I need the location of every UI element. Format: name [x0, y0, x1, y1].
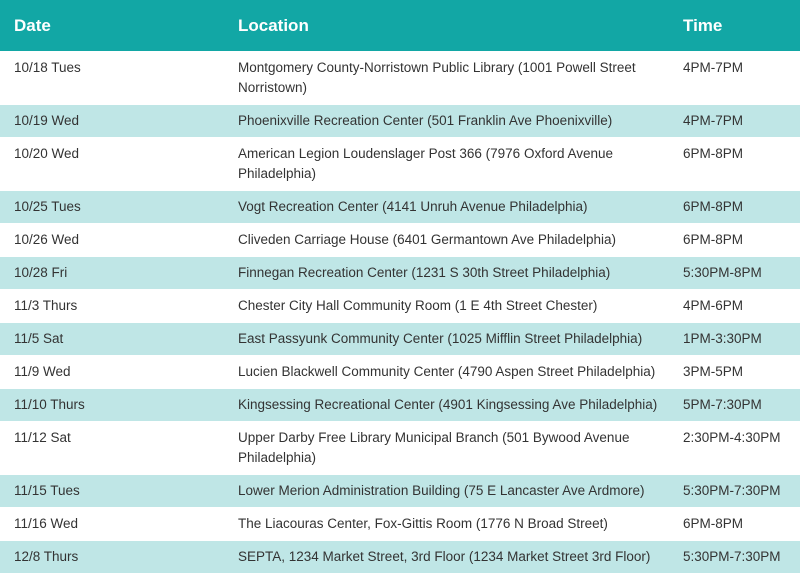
table-row: [0, 138, 800, 191]
cell-date: 10/25 Tues: [0, 191, 225, 224]
cell-location: Phoenixville Recreation Center (501 Franklin Ave Phoenixville): [225, 105, 670, 138]
cell-location: Lucien Blackwell Community Center (4790 Aspen Street Philadelphia): [225, 356, 670, 389]
table-header: [0, 0, 800, 52]
cell-time: 5:30PM-7:30PM: [670, 475, 800, 508]
cell-date: 10/26 Wed: [0, 224, 225, 257]
cell-location: Chester City Hall Community Room (1 E 4th Street Chester): [225, 290, 670, 323]
cell-date: 11/3 Thurs: [0, 290, 225, 323]
cell-time: 5:30PM-8PM: [670, 257, 800, 290]
column-header-date: Date: [0, 0, 225, 52]
cell-time: 2:30PM-4:30PM: [670, 422, 800, 475]
table-body: [0, 52, 800, 573]
table-row: [0, 508, 800, 541]
cell-location: East Passyunk Community Center (1025 Mifflin Street Philadelphia): [225, 323, 670, 356]
cell-time: 4PM-6PM: [670, 290, 800, 323]
table-row: [0, 475, 800, 508]
cell-time: 6PM-8PM: [670, 224, 800, 257]
cell-date: 11/9 Wed: [0, 356, 225, 389]
table-row: [0, 105, 800, 138]
cell-time: 4PM-7PM: [670, 52, 800, 105]
cell-date: 11/16 Wed: [0, 508, 225, 541]
cell-location: Montgomery County-Norristown Public Library (1001 Powell Street Norristown): [225, 52, 670, 105]
table-row: [0, 191, 800, 224]
cell-location: American Legion Loudenslager Post 366 (7976 Oxford Avenue Philadelphia): [225, 138, 670, 191]
table-row: [0, 389, 800, 422]
cell-location: The Liacouras Center, Fox-Gittis Room (1776 N Broad Street): [225, 508, 670, 541]
cell-time: 1PM-3:30PM: [670, 323, 800, 356]
cell-location: Lower Merion Administration Building (75 E Lancaster Ave Ardmore): [225, 475, 670, 508]
cell-time: 6PM-8PM: [670, 138, 800, 191]
cell-location: Vogt Recreation Center (4141 Unruh Avenue Philadelphia): [225, 191, 670, 224]
cell-location: Upper Darby Free Library Municipal Branch (501 Bywood Avenue Philadelphia): [225, 422, 670, 475]
cell-date: 11/5 Sat: [0, 323, 225, 356]
cell-location: SEPTA, 1234 Market Street, 3rd Floor (1234 Market Street 3rd Floor): [225, 541, 670, 573]
table-row: [0, 52, 800, 105]
cell-location: Kingsessing Recreational Center (4901 Kingsessing Ave Philadelphia): [225, 389, 670, 422]
cell-date: 10/28 Fri: [0, 257, 225, 290]
cell-location: Cliveden Carriage House (6401 Germantown Ave Philadelphia): [225, 224, 670, 257]
cell-time: 3PM-5PM: [670, 356, 800, 389]
cell-date: 12/8 Thurs: [0, 541, 225, 573]
cell-date: 10/19 Wed: [0, 105, 225, 138]
table-row: [0, 323, 800, 356]
table-row: [0, 257, 800, 290]
header-row: [0, 0, 800, 52]
cell-date: 11/12 Sat: [0, 422, 225, 475]
table-row: [0, 356, 800, 389]
cell-time: 6PM-8PM: [670, 191, 800, 224]
cell-time: 5:30PM-7:30PM: [670, 541, 800, 573]
column-header-time: Time: [670, 0, 800, 52]
cell-time: 5PM-7:30PM: [670, 389, 800, 422]
table-row: [0, 224, 800, 257]
table-row: [0, 541, 800, 573]
cell-date: 11/15 Tues: [0, 475, 225, 508]
table-row: [0, 422, 800, 475]
cell-date: 10/20 Wed: [0, 138, 225, 191]
cell-location: Finnegan Recreation Center (1231 S 30th Street Philadelphia): [225, 257, 670, 290]
cell-date: 11/10 Thurs: [0, 389, 225, 422]
cell-date: 10/18 Tues: [0, 52, 225, 105]
column-header-location: Location: [225, 0, 670, 52]
table-row: [0, 290, 800, 323]
cell-time: 6PM-8PM: [670, 508, 800, 541]
cell-time: 4PM-7PM: [670, 105, 800, 138]
